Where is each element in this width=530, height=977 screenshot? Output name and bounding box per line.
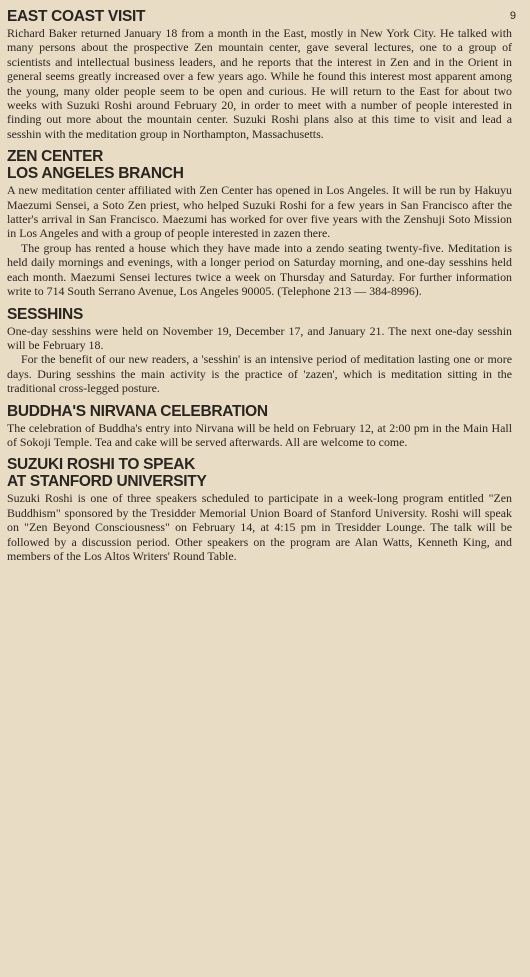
heading-line: EAST COAST VISIT [7, 8, 146, 25]
article-stanford-talk [7, 456, 512, 563]
article-paragraph: One-day sesshins were held on November 19, December 17, and January 21. The next one-day sesshin will be February 18. [7, 323, 512, 352]
heading-line: SESSHINS [7, 305, 83, 323]
article-los-angeles-branch [7, 148, 512, 298]
article-nirvana-celebration [7, 403, 512, 450]
page-number: 9 [509, 10, 516, 22]
article-paragraph: For the benefit of our new readers, a 'sesshin' is an intensive period of meditation lasting one or more days. During sesshins the main activity is the practice of 'zazen', which is meditation sitting in the traditional cross-legged posture. [7, 352, 512, 396]
article-heading [7, 403, 512, 420]
article-paragraph: The celebration of Buddha's entry into Nirvana will be held on February 12, at 2:00 pm in the Main Hall of Sokoji Temple. Tea and cake will be served afterwards. All are welcome to come. [7, 420, 512, 449]
heading-line: BUDDHA'S NIRVANA CELEBRATION [7, 402, 268, 420]
article-east-coast-visit [7, 8, 512, 141]
article-paragraph: The group has rented a house which they have made into a zendo seating twenty-five. Meditation is held daily mornings and evenings, with a longer period on Saturday morning, and one-day sesshins held each month. Maezumi Sensei lectures twice a week on Thursday and Saturday. For further information write to 714 South Serrano Avenue, Los Angeles 90005. (Telephone 213 — 384-8996). [7, 240, 512, 299]
article-heading [7, 148, 512, 182]
heading-line: SUZUKI ROSHI TO SPEAK [7, 456, 196, 474]
article-paragraph: A new meditation center affiliated with Zen Center has opened in Los Angeles. It will be run by Hakuyu Maezumi Sensei, a Soto Zen priest, who helped Suzuki Roshi for a few years in San Francisco after the latter's arrival in San Francisco. Maezumi has worked for over five years with the Zenshuji Soto Mission in Los Angeles and with a group of people interested in zazen there. [7, 183, 512, 241]
heading-line: LOS ANGELES BRANCH [7, 165, 184, 183]
article-sesshins [7, 306, 512, 396]
article-heading [7, 8, 512, 25]
article-heading [7, 306, 512, 323]
article-paragraph: Richard Baker returned January 18 from a month in the East, mostly in New York City. He talked with many persons about the prospective Zen mountain center, gave several lectures, one to a group of scientists and intellectual business leaders, and he reports that the interest in Zen and in the Orient in general seems greatly increased over a few years ago. While he found this interest most apparent among the young, many older people seem to be open and curious. He will return to the East for about two weeks with Suzuki Roshi around February 20, in order to meet with a number of people interested in finding out more about the mountain center. Suzuki Roshi plans also at this time to visit and lead a sesshin with the meditation group in Northampton, Massachusetts. [7, 26, 512, 141]
heading-line: AT STANFORD UNIVERSITY [7, 473, 207, 491]
article-paragraph: Suzuki Roshi is one of three speakers scheduled to participate in a week-long program entitled "Zen Buddhism" sponsored by the Tresidder Memorial Union Board of Stanford University. Roshi will speak on "Zen Beyond Consciousness" on February 14, at 4:15 pm in Tresidder Lounge. The talk will be followed by a discussion period. Other speakers on the program are Alan Watts, Kenneth King, and members of the Los Altos Writers' Round Table. [7, 491, 512, 563]
heading-line: ZEN CENTER [7, 148, 104, 166]
article-heading [7, 456, 512, 490]
